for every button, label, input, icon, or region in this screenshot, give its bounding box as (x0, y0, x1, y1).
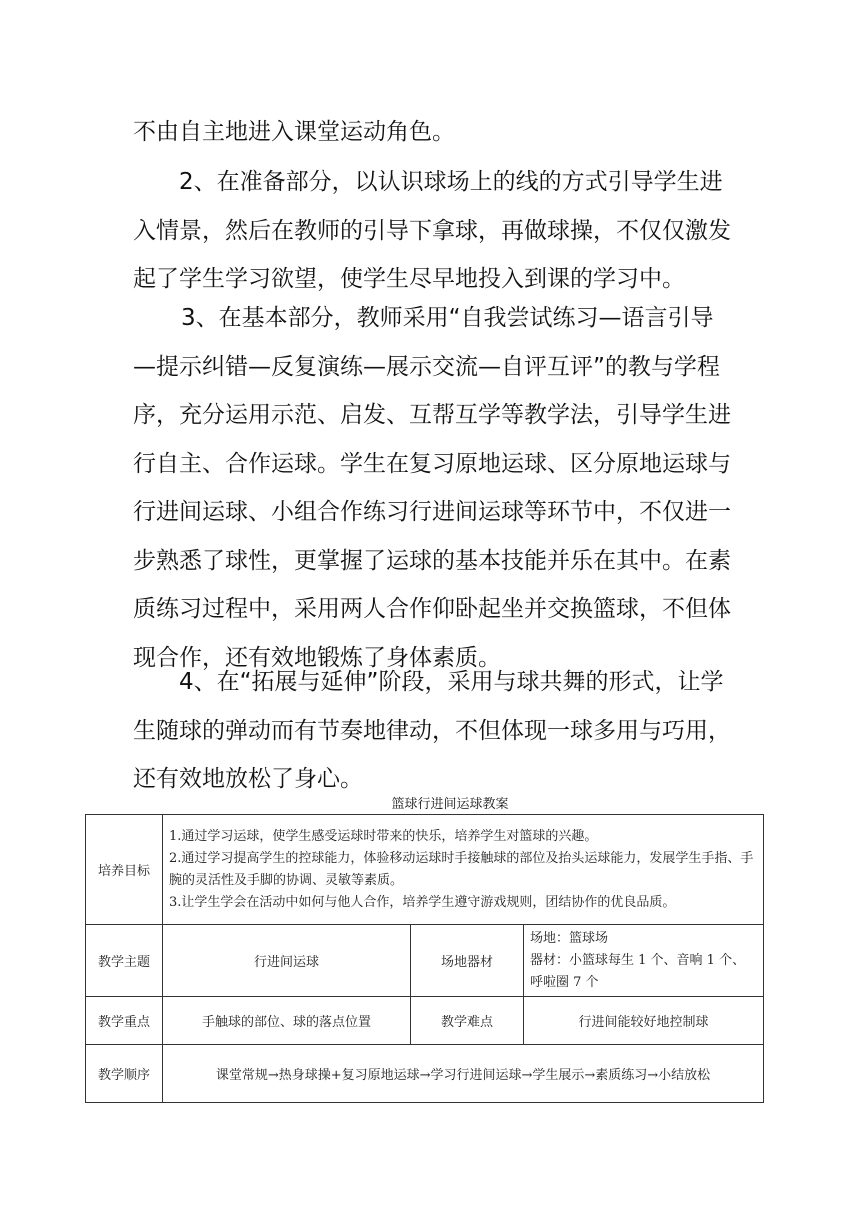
sequence-label: 教学顺序 (86, 1045, 163, 1103)
equipment-line: 器材：小篮球每生 1 个、音响 1 个、呼啦圈 7 个 (530, 952, 746, 990)
goal-item: 2.通过学习提高学生的控球能力，体验移动运球时手接触球的部位及抬头运球能力，发展学生手指、手腕的灵活性及手脚的协调、灵敏等素质。 (169, 850, 754, 888)
difficulty-label: 教学难点 (411, 997, 524, 1045)
venue-label: 场地器材 (411, 925, 524, 997)
table-caption: 篮球行进间运球教案 (391, 797, 509, 812)
table-row (86, 1045, 764, 1103)
venue-value (524, 925, 764, 997)
sequence-value: 课堂常规→热身球操+复习原地运球→学习行进间运球→学生展示→素质练习→小结放松 (163, 1045, 764, 1103)
key-label: 教学重点 (86, 997, 163, 1045)
goals-label: 培养目标 (86, 815, 163, 925)
goals-cell (163, 815, 764, 925)
venue-line: 场地：篮球场 (530, 930, 609, 946)
goal-item: 3.让学生学会在活动中如何与他人合作，培养学生遵守游戏规则，团结协作的优良品质。 (169, 894, 676, 910)
table-row (86, 925, 764, 997)
theme-value: 行进间运球 (163, 925, 411, 997)
table-row (86, 997, 764, 1045)
paragraph-1: 不由自主地进入课堂运动角色。 (133, 119, 455, 145)
theme-label: 教学主题 (86, 925, 163, 997)
table-row (86, 815, 764, 925)
goal-item: 1.通过学习运球，使学生感受运球时带来的快乐，培养学生对篮球的兴趣。 (169, 828, 598, 844)
paragraph-3: 3、在基本部分，教师采用“自我尝试练习—语言引导—提示纠错—反复演练—展示交流—自评互评”的教与学程序，充分运用示范、启发、互帮互学等教学法，引导学生进行自主、合作运球。学生在复习原地运球、区分原地运球与行进间运球、小组合作练习行进间运球等环节中，不仅进一步熟悉了球性，更掌握了运球的基本技能并乐在其中。在素质练习过程中，采用两人合作仰卧起坐并交换篮球，不但体现合作，还有效地锻炼了身体素质。 (133, 305, 731, 671)
difficulty-value: 行进间能较好地控制球 (524, 997, 764, 1045)
key-value: 手触球的部位、球的落点位置 (163, 997, 411, 1045)
paragraph-2: 2、在准备部分，以认识球场上的线的方式引导学生进入情景，然后在教师的引导下拿球，再做球操，不仅仅激发起了学生学习欲望，使学生尽早地投入到课的学习中。 (133, 169, 731, 292)
paragraph-4: 4、在“拓展与延伸”阶段，采用与球共舞的形式，让学生随球的弹动而有节奏地律动，不但体现一球多用与巧用，还有效地放松了身心。 (133, 669, 731, 792)
lesson-plan-table (85, 814, 764, 1103)
